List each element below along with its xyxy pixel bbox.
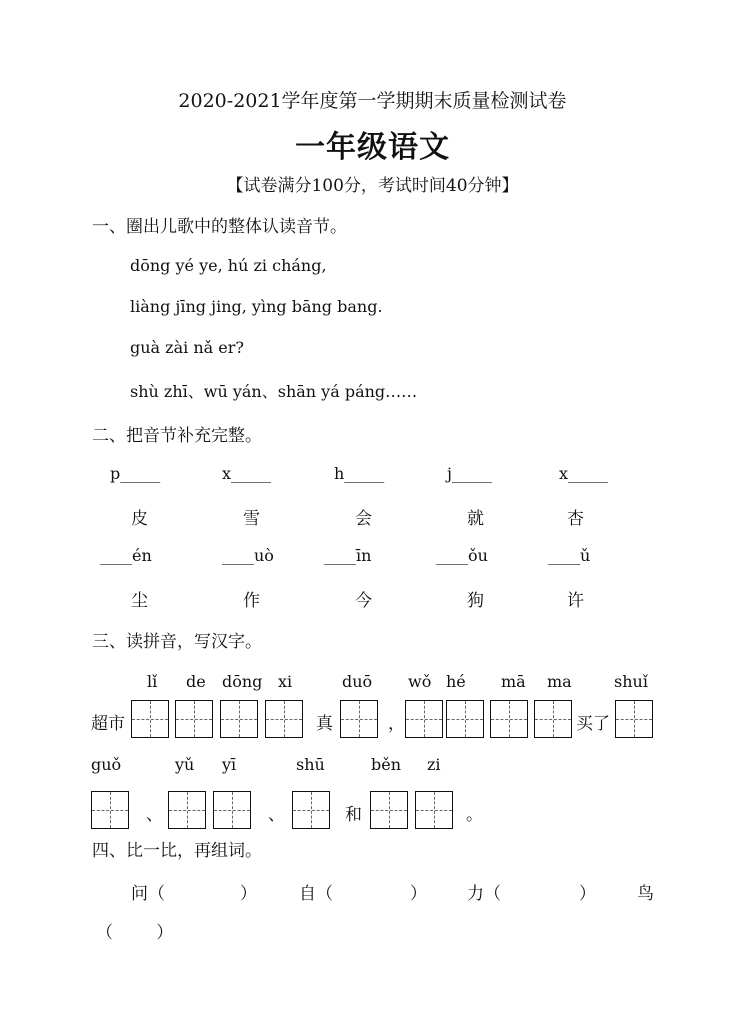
q2-r2-char-4: 狗 [467, 591, 484, 611]
exam-subject-title: 一年级语文 [295, 130, 450, 165]
q4-item-niao: 鸟 [637, 884, 654, 904]
q4-heading: 四、比一比，再组词。 [92, 841, 262, 861]
q4-item-wen-close: ） [240, 884, 257, 904]
exam-title: 2020-2021学年度第一学期期末质量检测试卷 [178, 90, 567, 112]
q3-write-box-14[interactable] [292, 791, 330, 829]
q1-line-4: shù zhī、wū yán、shān yá páng…… [130, 382, 418, 401]
q3-py-duo: duō [342, 672, 373, 691]
q3-py-de: de [186, 672, 206, 691]
q3-write-box-10[interactable] [615, 700, 653, 738]
q2-r1-char-3: 会 [355, 509, 372, 529]
q3-py-ma2: ma [547, 672, 572, 691]
q2-r2-pinyin-4: ____ǒu [436, 546, 488, 565]
q2-r1-pinyin-1: p_____ [110, 464, 161, 483]
q2-r2-pinyin-1: ____én [100, 546, 152, 565]
q3-write-box-1[interactable] [131, 700, 169, 738]
q3-write-box-4[interactable] [265, 700, 303, 738]
q3-text-he: 和 [345, 805, 362, 825]
q3-text-chaoshi: 超市 [91, 714, 125, 734]
q3-text-dun2: 、 [268, 805, 285, 825]
q3-py-dong: dōng [222, 672, 263, 691]
q3-text-period: 。 [466, 805, 483, 825]
q3-py-ma1: mā [501, 672, 526, 691]
q3-text-dun1: 、 [146, 805, 163, 825]
q2-r2-char-2: 作 [243, 591, 260, 611]
q4-item-zi-close: ） [410, 884, 427, 904]
q3-write-box-15[interactable] [370, 791, 408, 829]
q1-line-3: guà zài nǎ er? [130, 338, 244, 357]
q1-line-2: liàng jīng jing, yìng bāng bang. [130, 297, 383, 316]
q4-item-wen-open: 问（ [131, 884, 165, 904]
q2-r1-char-5: 杏 [567, 509, 584, 529]
q2-r1-char-4: 就 [467, 509, 484, 529]
q2-r2-char-1: 尘 [131, 591, 148, 611]
q3-py-wo: wǒ [408, 672, 432, 691]
q1-line-1: dōng yé ye, hú zi cháng, [130, 256, 327, 275]
q3-write-box-2[interactable] [175, 700, 213, 738]
q3-py-yu: yǔ [175, 755, 195, 774]
q3-heading: 三、读拼音，写汉字。 [92, 632, 262, 652]
q3-write-box-13[interactable] [213, 791, 251, 829]
q3-py-xi: xi [278, 672, 293, 691]
q3-py-shui: shuǐ [614, 672, 648, 691]
q1-heading: 一、圈出儿歌中的整体认读音节。 [92, 217, 347, 237]
q3-py-zi: zi [427, 755, 441, 774]
q3-py-guo: guǒ [91, 755, 122, 774]
q2-r2-pinyin-3: ____īn [324, 546, 372, 565]
q3-write-box-11[interactable] [91, 791, 129, 829]
q3-py-ben: běn [371, 755, 402, 774]
q2-r1-pinyin-2: x_____ [222, 464, 272, 483]
q2-r1-pinyin-3: h_____ [334, 464, 385, 483]
q3-write-box-5[interactable] [340, 700, 378, 738]
q3-write-box-6[interactable] [405, 700, 443, 738]
exam-info: 【试卷满分100分，考试时间40分钟】 [226, 176, 519, 196]
q2-r2-char-3: 今 [355, 591, 372, 611]
q4-item-zi-open: 自（ [299, 884, 333, 904]
q3-py-li: lǐ [147, 672, 158, 691]
q3-text-maile: 买了 [576, 714, 610, 734]
q2-r1-char-1: 皮 [131, 509, 148, 529]
q3-write-box-8[interactable] [490, 700, 528, 738]
q3-write-box-9[interactable] [534, 700, 572, 738]
q2-heading: 二、把音节补充完整。 [92, 426, 262, 446]
q3-text-zhen: 真 [316, 714, 333, 734]
q2-r1-char-2: 雪 [243, 509, 260, 529]
q3-write-box-12[interactable] [168, 791, 206, 829]
q2-r1-pinyin-5: x_____ [559, 464, 609, 483]
q2-r2-pinyin-2: ____uò [222, 546, 274, 565]
q3-write-box-3[interactable] [220, 700, 258, 738]
q3-py-yi: yī [222, 755, 237, 774]
q4-line-2: （ ） [96, 923, 174, 943]
q2-r2-pinyin-5: ____ǔ [548, 546, 591, 565]
q3-py-shu: shū [296, 755, 325, 774]
q4-item-li-close: ） [579, 884, 596, 904]
q2-r1-pinyin-4: j_____ [447, 464, 492, 483]
q3-text-comma: ， [388, 714, 405, 734]
q3-py-he: hé [446, 672, 466, 691]
q4-item-li-open: 力（ [467, 884, 501, 904]
q3-write-box-16[interactable] [415, 791, 453, 829]
q2-r2-char-5: 许 [567, 591, 584, 611]
q3-write-box-7[interactable] [446, 700, 484, 738]
